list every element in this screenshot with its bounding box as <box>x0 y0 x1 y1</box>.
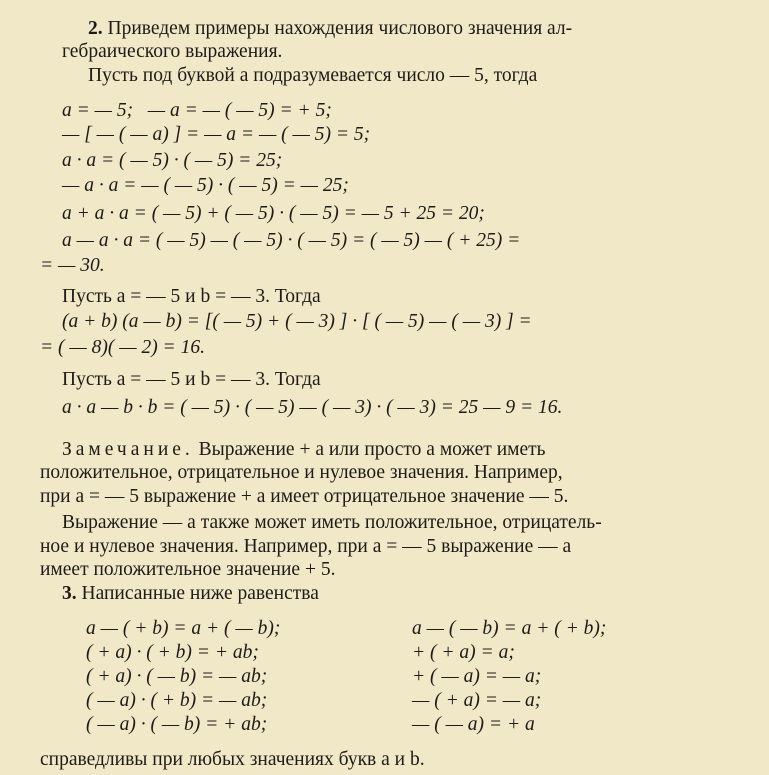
identity-left: ( + a) · ( — b) = — ab; <box>86 666 268 687</box>
remark-line: Выражение — a также может иметь положительное, отрицатель- <box>62 512 602 533</box>
remark-line: ное и нулевое значения. Например, при a = — 5 выражение — a <box>40 536 572 557</box>
closing-line: справедливы при любых значениях букв a и b. <box>40 749 425 770</box>
equation-line: — a · a = — ( — 5) · ( — 5) = — 25; <box>62 175 349 196</box>
example-intro: Пусть a = — 5 и b = — 3. Тогда <box>62 369 321 390</box>
identity-right: — ( + a) = — a; <box>412 690 542 711</box>
identity-left: a — ( + b) = a + ( — b); <box>86 618 281 639</box>
section-number: 3. <box>62 583 77 604</box>
identity-right: + ( — a) = — a; <box>412 666 542 687</box>
equation-line: a = — 5; — a = — ( — 5) = + 5; <box>62 100 332 121</box>
paragraph-line: Приведем примеры нахождения числового значения ал- <box>107 18 573 39</box>
section-2-heading-line <box>88 17 572 40</box>
remark-line <box>62 438 546 461</box>
identity-left: ( — a) · ( — b) = + ab; <box>86 714 268 735</box>
paragraph-line: гебраического выражения. <box>62 41 283 62</box>
remark-line: имеет положительное значение + 5. <box>40 559 336 580</box>
equation-line: = ( — 8)( — 2) = 16. <box>40 337 205 358</box>
example-intro: Пусть a = — 5 и b = — 3. Тогда <box>62 286 321 307</box>
equation-line: a — a · a = ( — 5) — ( — 5) · ( — 5) = ( — 5) — ( + 25) = <box>62 230 521 251</box>
equation-line: a · a — b · b = ( — 5) · ( — 5) — ( — 3) · ( — 3) = 25 — 9 = 16. <box>62 397 563 418</box>
equation-line: — [ — ( — a) ] = — a = — ( — 5) = 5; <box>62 124 371 145</box>
identity-right: a — ( — b) = a + ( + b); <box>412 618 607 639</box>
equation-line: a · a = ( — 5) · ( — 5) = 25; <box>62 150 283 171</box>
identity-left: ( — a) · ( + b) = — ab; <box>86 690 268 711</box>
paragraph-line: Написанные ниже равенства <box>81 583 319 604</box>
remark-line: положительное, отрицательное и нулевое значения. Например, <box>40 462 563 483</box>
equation-line: (a + b) (a — b) = [( — 5) + ( — 3) ] · [ ( — 5) — ( — 3) ] = <box>62 311 532 332</box>
identity-left: ( + a) · ( + b) = + ab; <box>86 642 259 663</box>
equation-line: = — 30. <box>40 255 105 276</box>
paragraph-line: Пусть под буквой a подразумевается число — 5, тогда <box>88 65 538 86</box>
identity-right: — ( — a) = + a <box>412 714 535 735</box>
section-3-heading-line <box>62 582 319 605</box>
remark-title: Замечание. <box>62 439 194 460</box>
identity-right: + ( + a) = a; <box>412 642 515 663</box>
remark-text: Выражение + a или просто a может иметь <box>198 439 546 460</box>
remark-line: при a = — 5 выражение + a имеет отрицательное значение — 5. <box>40 486 569 507</box>
equation-line: a + a · a = ( — 5) + ( — 5) · ( — 5) = — 5 + 25 = 20; <box>62 203 485 224</box>
section-number: 2. <box>88 18 103 39</box>
